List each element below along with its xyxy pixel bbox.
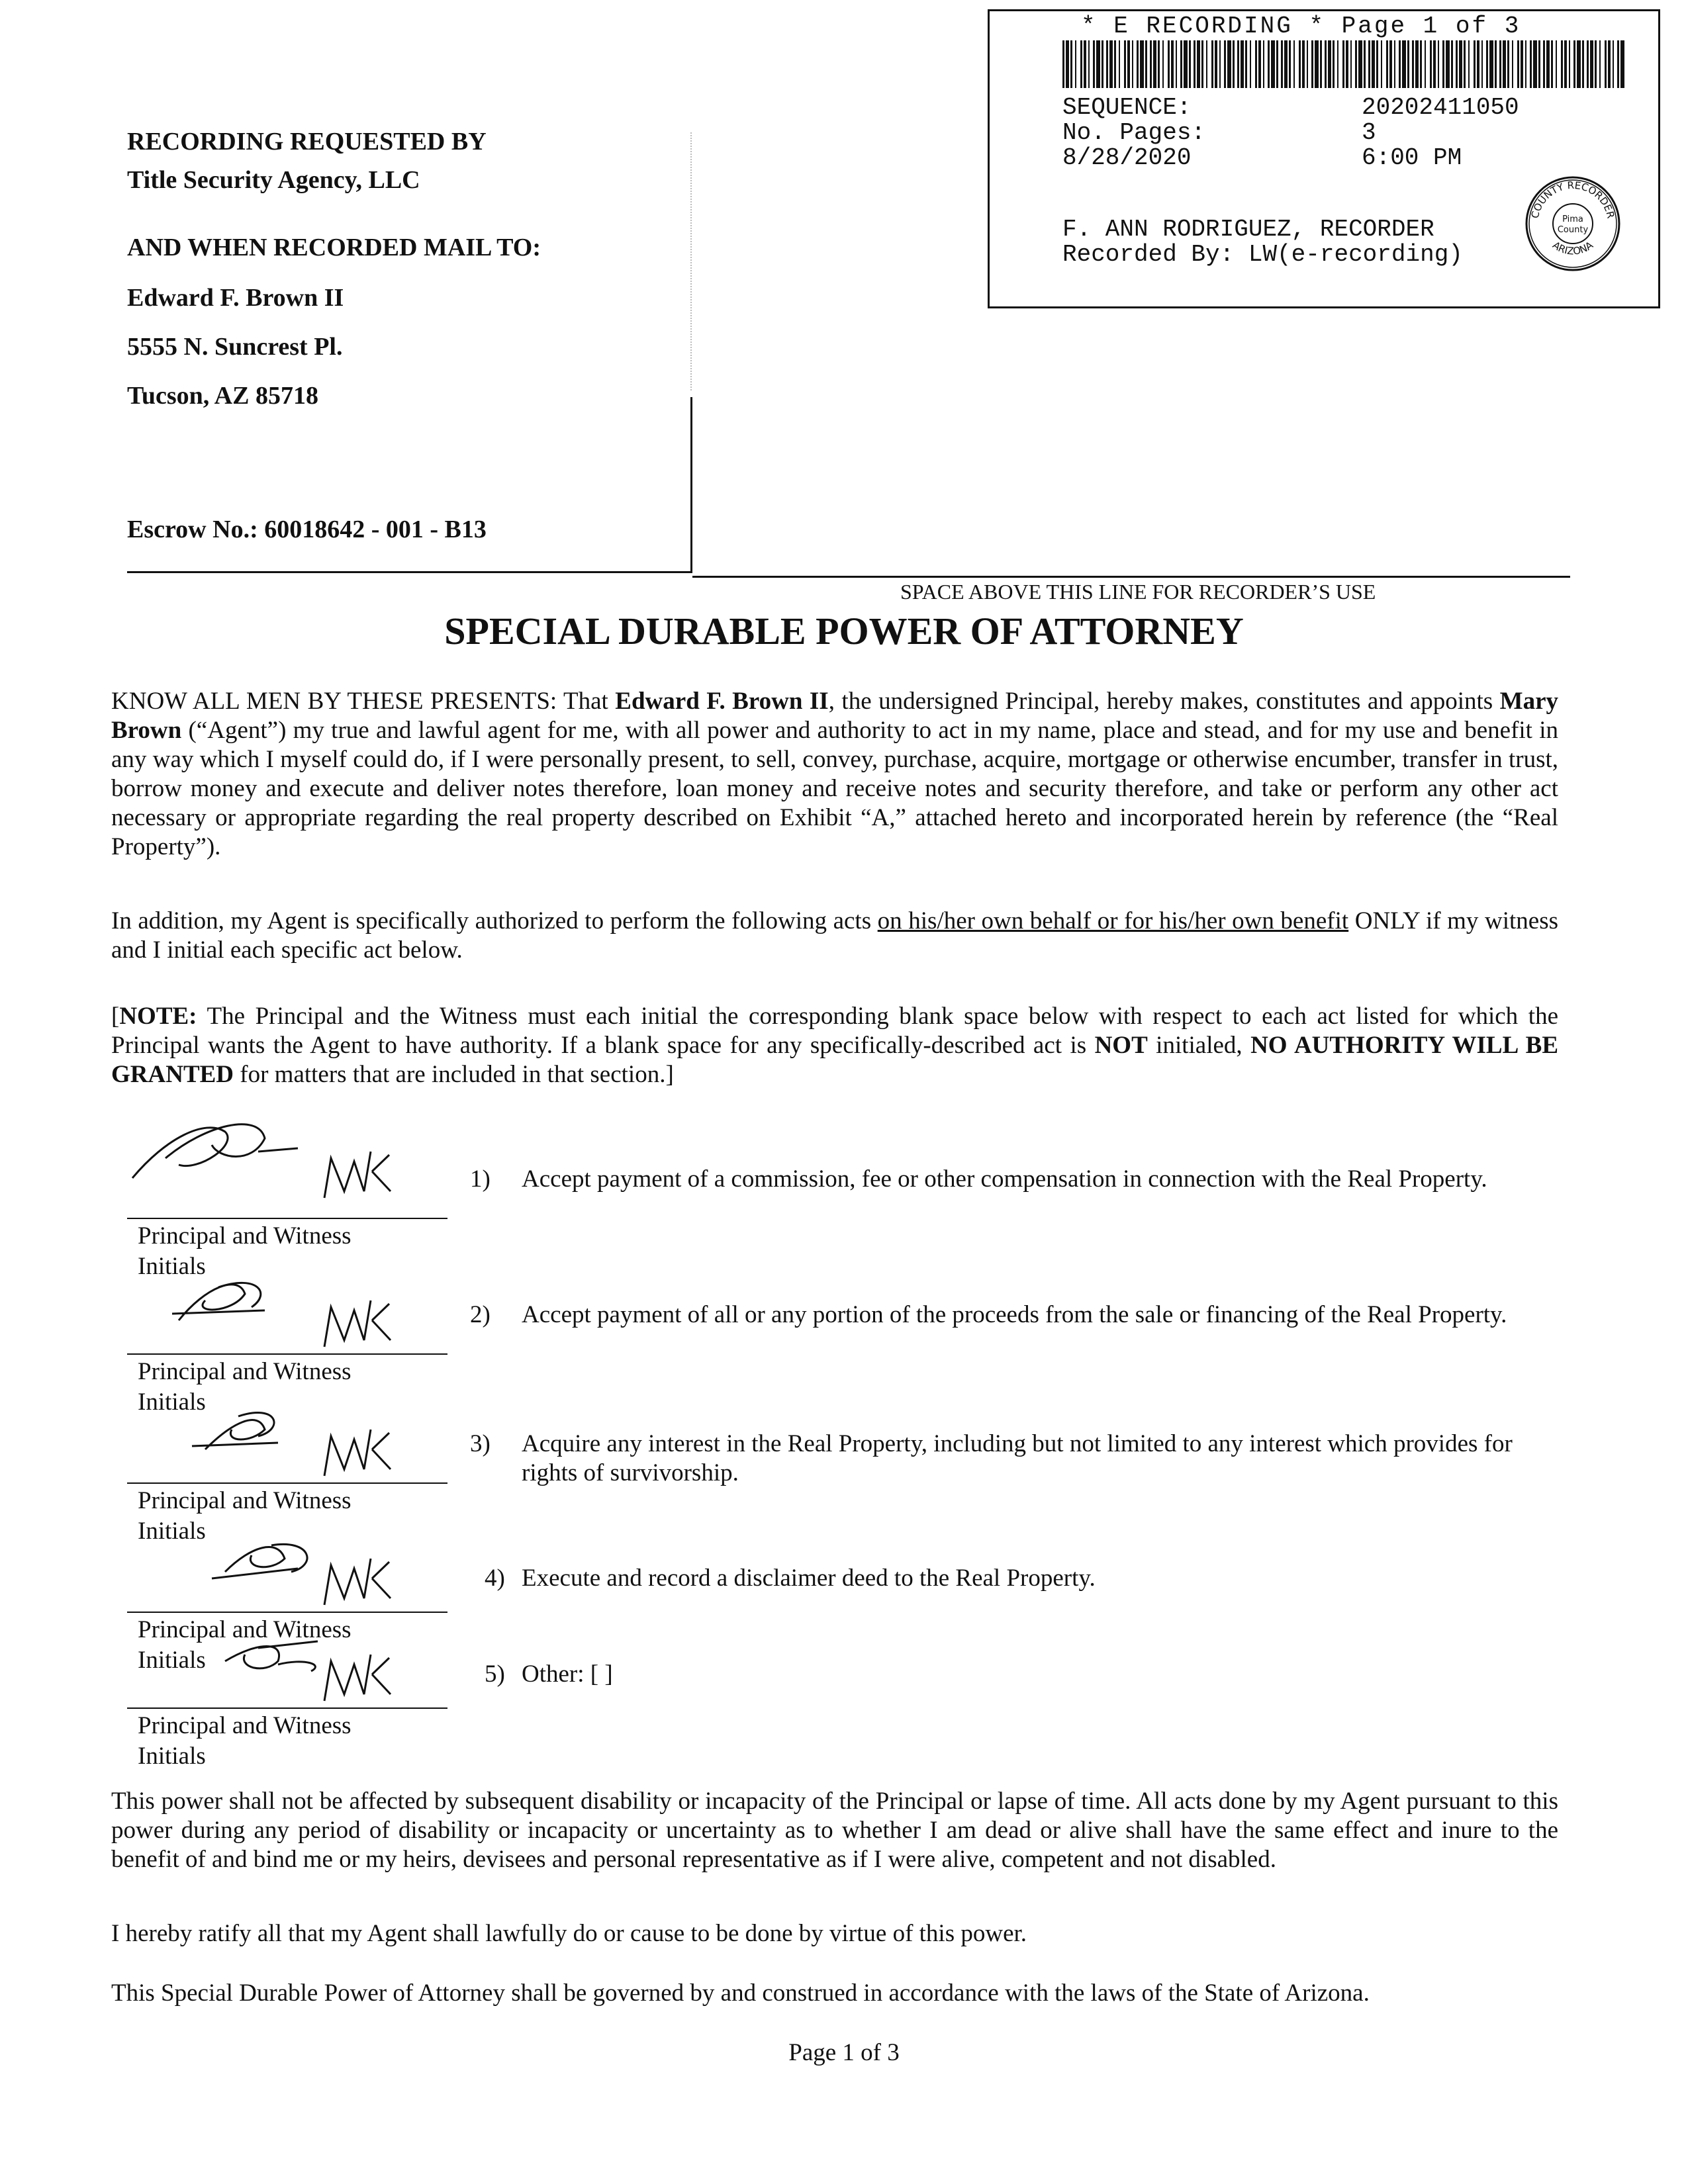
county-seal-icon (1523, 174, 1622, 273)
divider-dotted (690, 132, 692, 390)
svg-text:ARIZONA (1550, 239, 1595, 257)
act-text: Acquire any interest in the Real Property, including but not limited to any interest which provides for rights of survivorship. (522, 1430, 1513, 1486)
recorder-use-line (692, 576, 1570, 578)
mail-name: Edward F. Brown II (127, 284, 344, 312)
initials-label: Principal and Witness (138, 1222, 352, 1250)
divider-horizontal-left (127, 571, 692, 573)
initials-label: Principal and Witness (138, 1712, 352, 1739)
record-date: 8/28/2020 (1062, 144, 1192, 171)
seal-bottom-text: ARIZONA (1550, 239, 1595, 257)
addition-paragraph: In addition, my Agent is specifically authorized to perform the following acts on his/her own behalf or for his/her own benefit ONLY if my witness and I initial each specific act below. (111, 907, 1558, 964)
act-number: 1) (470, 1165, 491, 1193)
sequence-label: SEQUENCE: (1062, 94, 1192, 121)
pages-label: No. Pages: (1062, 119, 1206, 146)
underlined-clause: on his/her own behalf or for his/her own benefit (877, 907, 1349, 934)
initials-line (127, 1218, 447, 1219)
initials-signature (126, 1099, 483, 1218)
recorder-use-label: SPACE ABOVE THIS LINE FOR RECORDER’S USE (900, 580, 1376, 604)
act-text: Execute and record a disclaimer deed to the Real Property. (522, 1565, 1096, 1592)
act-number: 4) (485, 1565, 505, 1592)
divider-vertical (690, 397, 692, 572)
initials-signature (126, 1377, 483, 1496)
requested-by: Title Security Agency, LLC (127, 166, 420, 194)
initials-line (127, 1353, 447, 1355)
note-label: NOTE: (119, 1003, 197, 1030)
intro-paragraph: KNOW ALL MEN BY THESE PRESENTS: That Edward F. Brown II, the undersigned Principal, hereby makes, constitutes and appoints Mary Brown (“Agent”) my true and lawful agent for me, with all power and authority to act in my name, place and stead, and for my use and benefit in any way which I myself could do, if I were personally present, to sell, convey, purchase, acquire, mortgage or otherwise encumber, transfer in trust, borrow money and execute and deliver notes therefore, loan money and receive notes and security therefore, and take or perform any other act necessary or appropriate regarding the real property described on Exhibit “A,” attached hereto and incorporated herein by reference (the “Real Property”). (111, 688, 1558, 860)
sequence-value: 20202411050 (1362, 94, 1519, 121)
no-authority-text: NO AUTHORITY WILL BE GRANTED (111, 1032, 1559, 1088)
recorded-by: Recorded By: LW(e-recording) (1062, 241, 1463, 268)
note-paragraph: [NOTE: The Principal and the Witness must each initial the corresponding blank space below with respect to each act listed for which the Principal wants the Agent to have authority. If a blank space for any specifically-described act is NOT initialed, NO AUTHORITY WILL BE GRANTED for matters that are included in that section.] (111, 1003, 1559, 1088)
principal-name: Edward F. Brown II (615, 688, 829, 715)
escrow-number: Escrow No.: 60018642 - 001 - B13 (127, 516, 487, 543)
mail-to-label: AND WHEN RECORDED MAIL TO: (127, 234, 541, 261)
initials-sublabel: Initials (138, 1518, 206, 1545)
initials-line (127, 1707, 447, 1709)
record-time: 6:00 PM (1362, 144, 1462, 171)
act-number: 3) (470, 1430, 491, 1457)
mail-city: Tucson, AZ 85718 (127, 382, 318, 410)
act-number: 5) (485, 1661, 505, 1688)
agent-name: Mary Brown (111, 688, 1558, 744)
closing-paragraph-2: I hereby ratify all that my Agent shall lawfully do or cause to be done by virtue of this power. (111, 1920, 1027, 1947)
seal-center-2: County (1557, 225, 1589, 235)
recording-requested-label: RECORDING REQUESTED BY (127, 128, 487, 156)
initials-label: Principal and Witness (138, 1358, 352, 1385)
recorder-stamp (988, 9, 1660, 308)
initials-row (0, 1615, 1688, 1770)
page-number: Page 1 of 3 (788, 2039, 900, 2066)
act-text: Accept payment of a commission, fee or other compensation in connection with the Real Property. (522, 1165, 1487, 1193)
barcode (1062, 40, 1625, 88)
act-text: Other: [ ] (522, 1661, 613, 1688)
initials-line (127, 1482, 447, 1484)
initials-label: Principal and Witness (138, 1487, 352, 1514)
stamp-header: * E RECORDING * Page 1 of 3 (1081, 13, 1521, 40)
initials-row (0, 1261, 1688, 1416)
initials-sublabel: Initials (138, 1388, 206, 1416)
initials-sublabel: Initials (138, 1253, 206, 1280)
initials-signature (126, 1602, 483, 1721)
closing-paragraph-3: This Special Durable Power of Attorney shall be governed by and construed in accordance with the laws of the State of Arizona. (111, 1979, 1370, 2007)
initials-row (0, 1125, 1688, 1280)
initials-label: Principal and Witness (138, 1616, 352, 1643)
pages-value: 3 (1362, 119, 1376, 146)
initials-signature (126, 1248, 483, 1367)
recorder-name: F. ANN RODRIGUEZ, RECORDER (1062, 216, 1434, 243)
seal-center-1: Pima (1562, 214, 1583, 224)
seal-top-text: COUNTY RECORDER (1528, 179, 1617, 220)
initials-sublabel: Initials (138, 1743, 206, 1770)
closing-paragraph-1: This power shall not be affected by subsequent disability or incapacity of the Principal or lapse of time. All acts done by my Agent pursuant to this power during any period of disability or incapacity or uncertainty as to whether I am dead or alive shall have the same effect and inure to the benefit of and bind me or my heirs, devisees and personal representative as if I were alive, competent and not disabled. (111, 1788, 1558, 1873)
mail-address: 5555 N. Suncrest Pl. (127, 333, 343, 361)
svg-text:COUNTY RECORDER (1529, 179, 1617, 220)
initials-row (0, 1390, 1688, 1545)
initials-sublabel: Initials (138, 1647, 206, 1674)
document-title: SPECIAL DURABLE POWER OF ATTORNEY (444, 610, 1244, 653)
act-number: 2) (470, 1301, 491, 1328)
act-text: Accept payment of all or any portion of the proceeds from the sale or financing of the Real Property. (522, 1301, 1507, 1328)
